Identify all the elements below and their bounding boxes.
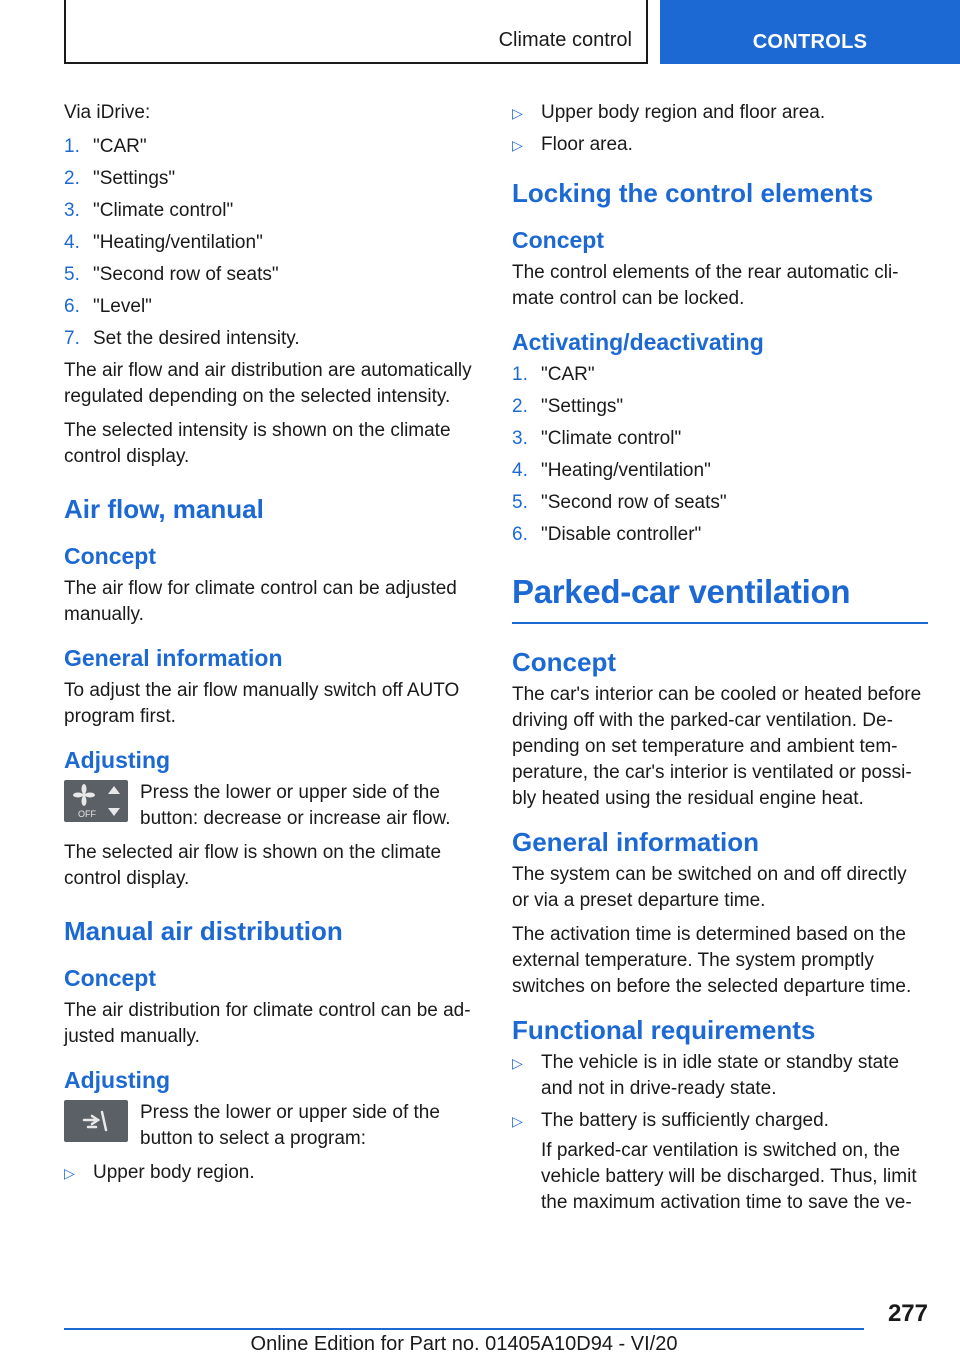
heading-locking-control-elements: Locking the control elements xyxy=(512,178,874,208)
step-text: "Settings" xyxy=(93,168,176,189)
list-item xyxy=(512,1108,928,1216)
via-idrive-label: Via iDrive: xyxy=(64,102,151,123)
distribution-program-list-cont xyxy=(512,100,928,158)
requirement-note: If parked-car ventilation is switched on, the vehicle battery will be discharged. Thus, limit the maximum activation time to save the ve‐ xyxy=(541,1140,917,1213)
footer-divider xyxy=(64,1328,864,1330)
heading-activating-deactivating: Activating/deactivating xyxy=(512,329,764,355)
step-number: 6. xyxy=(64,296,80,317)
step-number: 1. xyxy=(64,136,80,157)
chapter-tab-label: CONTROLS xyxy=(752,31,868,53)
step-number: 5. xyxy=(64,264,80,285)
heading-air-flow-manual: Air flow, manual xyxy=(64,494,264,524)
fan-off-label: OFF xyxy=(78,809,96,819)
paragraph-airflow-display: The selected air flow is shown on the climate control display. xyxy=(64,842,442,889)
bullet-text: Upper body region and floor area. xyxy=(541,102,826,123)
heading-concept-2: Concept xyxy=(512,647,616,677)
paragraph-general-1: The system can be switched on and off directly or via a preset departure time. xyxy=(512,864,907,911)
list-item xyxy=(64,1160,476,1186)
step-text: "Second row of seats" xyxy=(93,264,279,285)
list-item xyxy=(64,262,476,288)
left-column xyxy=(64,100,476,1192)
step-text: Set the desired intensity. xyxy=(93,328,300,349)
heading-manual-air-distribution: Manual air distribution xyxy=(64,916,343,946)
step-number: 4. xyxy=(512,460,528,481)
list-item xyxy=(64,198,476,224)
paragraph-concept: The air flow for climate control can be adjusted manually. xyxy=(64,578,457,625)
paragraph-intensity-display: The selected intensity is shown on the climate control display. xyxy=(64,420,451,467)
list-item xyxy=(512,100,928,126)
list-item xyxy=(512,490,928,516)
list-item xyxy=(64,134,476,160)
idrive-steps-list xyxy=(64,134,476,352)
step-text: "Settings" xyxy=(541,396,624,417)
heading-general-information: General information xyxy=(512,827,760,857)
header-section-box xyxy=(64,0,648,64)
list-item xyxy=(64,166,476,192)
step-number: 7. xyxy=(64,328,80,349)
distribution-program-list xyxy=(64,1160,476,1186)
triangle-bullet-icon: ▷ xyxy=(512,137,523,153)
step-number: 3. xyxy=(512,428,528,449)
list-item xyxy=(512,522,928,548)
right-column xyxy=(512,100,928,1222)
heading-concept: Concept xyxy=(512,227,604,253)
step-number: 6. xyxy=(512,524,528,545)
adjust-airflow-row xyxy=(64,780,476,832)
step-number: 3. xyxy=(64,200,80,221)
triangle-bullet-icon: ▷ xyxy=(512,1055,523,1071)
list-item xyxy=(512,426,928,452)
triangle-bullet-icon: ▷ xyxy=(512,105,523,121)
page-number: 277 xyxy=(887,1300,928,1327)
step-text: "CAR" xyxy=(541,364,595,385)
list-item xyxy=(512,394,928,420)
paragraph-locking-concept: The control elements of the rear automatic cli‐mate control can be locked. xyxy=(512,262,899,309)
adjust-distribution-row xyxy=(64,1100,476,1152)
step-text: "Level" xyxy=(93,296,152,317)
heading-concept: Concept xyxy=(64,543,156,569)
list-item xyxy=(512,1050,928,1102)
requirements-list xyxy=(512,1050,928,1216)
triangle-bullet-icon: ▷ xyxy=(512,1113,523,1129)
bullet-text: The vehicle is in idle state or standby state and not in drive-ready state. xyxy=(541,1052,900,1099)
paragraph-adjust-airflow: Press the lower or upper side of the button: decrease or increase air flow. xyxy=(140,782,451,829)
bullet-text: The battery is sufficiently charged. xyxy=(541,1110,829,1131)
list-item xyxy=(64,294,476,320)
list-item xyxy=(512,132,928,158)
bullet-text: Upper body region. xyxy=(93,1162,255,1183)
step-text: "Disable controller" xyxy=(541,524,702,545)
paragraph-parked-concept: The car's interior can be cooled or heated before driving off with the parked-car ventilation. De‐pending on set temperature and ambient tem‐perature, the car's interior is ventilated or possi‐bly heated using the residual engine heat. xyxy=(512,684,922,809)
footer-edition: Online Edition for Part no. 01405A10D94 - VI/20 xyxy=(250,1333,678,1355)
heading-adjusting: Adjusting xyxy=(64,747,171,773)
step-text: "Heating/ventilation" xyxy=(541,460,711,481)
step-number: 2. xyxy=(512,396,528,417)
heading-parked-car-ventilation: Parked-car ventilation xyxy=(512,572,928,624)
step-text: "CAR" xyxy=(93,136,147,157)
paragraph-general-information: To adjust the air flow manually switch off AUTO program first. xyxy=(64,680,460,727)
step-number: 2. xyxy=(64,168,80,189)
list-item xyxy=(512,458,928,484)
locking-steps-list xyxy=(512,362,928,548)
bullet-text: Floor area. xyxy=(541,134,633,155)
list-item xyxy=(512,362,928,388)
paragraph-auto-regulation: The air flow and air distribution are automatically regulated depending on the selected intensity. xyxy=(64,360,472,407)
air-distribution-button-icon xyxy=(64,1100,128,1142)
paragraph-adjust-distribution: Press the lower or upper side of the button to select a program: xyxy=(140,1102,440,1149)
section-title: Climate control xyxy=(498,29,632,51)
step-text: "Climate control" xyxy=(93,200,234,221)
paragraph-concept-2: The air distribution for climate control can be ad‐justed manually. xyxy=(64,1000,471,1047)
list-item xyxy=(64,326,476,352)
fan-button-icon xyxy=(64,780,128,822)
step-number: 1. xyxy=(512,364,528,385)
chapter-tab[interactable] xyxy=(660,0,960,64)
step-text: "Climate control" xyxy=(541,428,682,449)
step-text: "Second row of seats" xyxy=(541,492,727,513)
list-item xyxy=(64,230,476,256)
step-text: "Heating/ventilation" xyxy=(93,232,263,253)
heading-concept-2: Concept xyxy=(64,965,156,991)
step-number: 5. xyxy=(512,492,528,513)
heading-general-information: General information xyxy=(64,645,283,671)
triangle-bullet-icon: ▷ xyxy=(64,1165,75,1181)
heading-functional-requirements: Functional requirements xyxy=(512,1015,816,1045)
step-number: 4. xyxy=(64,232,80,253)
heading-adjusting-2: Adjusting xyxy=(64,1067,171,1093)
paragraph-general-2: The activation time is determined based on the external temperature. The system promptly switches on before the selected departure time. xyxy=(512,924,912,997)
